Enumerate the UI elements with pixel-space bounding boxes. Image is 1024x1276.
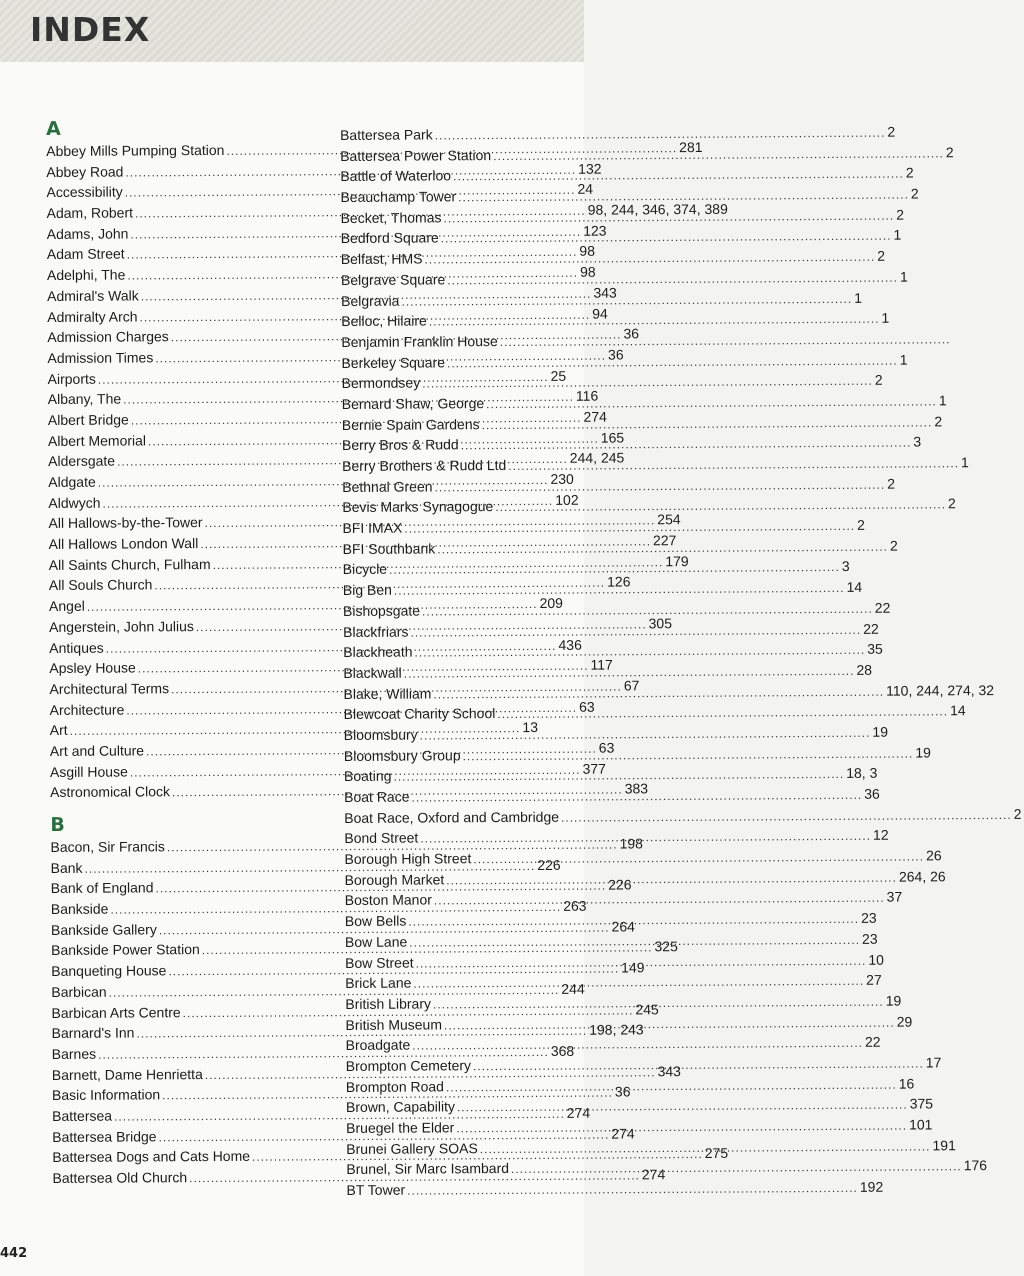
index-term: Belloc, Hilaire [341, 312, 427, 330]
index-term: Airports [47, 370, 96, 387]
index-page-numbers: 192 [859, 1178, 884, 1195]
index-term: Battersea Power Station [340, 146, 492, 164]
index-page-numbers: 275 [704, 1145, 729, 1162]
index-page-numbers: 2 [905, 164, 914, 181]
index-page-numbers: 14 [950, 702, 966, 719]
index-term: Banqueting House [51, 962, 167, 980]
index-term: Bedford Square [340, 229, 439, 247]
dot-leader [482, 412, 933, 435]
index-term: Abbey Road [46, 163, 124, 180]
index-page-numbers: 343 [593, 284, 617, 301]
dot-leader [446, 867, 897, 890]
index-page-numbers: 2 [947, 495, 956, 512]
index-term: Blackfriars [343, 623, 409, 640]
index-page-numbers: 2 [1013, 805, 1022, 822]
index-page-numbers: 165 [600, 429, 625, 446]
index-page-numbers: 13 [522, 719, 539, 736]
dot-leader [458, 185, 909, 208]
index-term: Borough Market [344, 871, 445, 888]
index-term: Bond Street [344, 829, 419, 847]
index-page-numbers: 227 [652, 532, 677, 549]
index-term: Benjamin Franklin House [341, 332, 498, 350]
index-page-numbers: 67 [623, 677, 640, 694]
index-page-numbers: 36 [614, 1083, 631, 1100]
index-term: Architectural Terms [49, 680, 170, 697]
index-term: Bacon, Sir Francis [50, 838, 165, 855]
dot-leader [480, 1136, 931, 1159]
index-entry [345, 1095, 934, 1118]
index-page-numbers: 16 [898, 1075, 915, 1092]
index-term: Barbican Arts Centre [51, 1003, 181, 1021]
dot-leader [389, 557, 840, 580]
index-term: Belfast, HMS [340, 250, 423, 268]
index-page-numbers: 19 [915, 744, 931, 761]
index-term: Albany, The [47, 390, 122, 408]
index-page-numbers: 26 [926, 847, 942, 864]
index-page-numbers: 1 [899, 268, 908, 285]
dot-leader [447, 267, 898, 290]
index-term: Battersea Park [340, 126, 433, 143]
index-page-numbers: 230 [550, 470, 574, 487]
index-entry [340, 164, 914, 187]
index-page-numbers: 377 [582, 760, 606, 777]
index-term: Borough High Street [344, 850, 472, 868]
index-term: Barnes [51, 1045, 97, 1062]
index-page-numbers: 274 [566, 1104, 591, 1121]
index-entry [341, 392, 947, 414]
dot-leader [444, 1012, 895, 1035]
dot-leader [495, 495, 946, 518]
index-page-numbers: 263 [563, 897, 587, 914]
page-number: 442 [0, 1246, 28, 1261]
dot-leader [422, 599, 873, 622]
index-entry [341, 412, 943, 435]
index-page-numbers: 244 [561, 980, 585, 997]
index-page-numbers: 2 [934, 412, 943, 429]
index-page-numbers: 29 [896, 1013, 913, 1030]
index-term: Accessibility [46, 183, 123, 201]
index-term: Boston Manor [344, 891, 432, 909]
dot-leader [410, 619, 861, 642]
index-page-numbers: 2 [896, 206, 905, 223]
index-entry [343, 702, 966, 725]
index-entry [340, 268, 908, 290]
dot-leader [443, 205, 894, 228]
index-page-numbers: 36 [607, 346, 624, 363]
index-term: Adam Street [46, 245, 125, 263]
index-term: Art [49, 722, 68, 739]
index-term: Antiques [49, 639, 104, 656]
index-page-numbers: 1 [960, 454, 969, 471]
dot-leader [413, 971, 864, 994]
dot-leader [433, 992, 884, 1015]
index-term: Boating [343, 768, 392, 785]
index-entry [343, 640, 883, 663]
index-entry [343, 765, 878, 787]
index-term: Aldwych [48, 494, 101, 511]
index-page-numbers: 1 [899, 351, 908, 368]
index-page-numbers: 274 [611, 1125, 635, 1142]
dot-leader [394, 578, 845, 601]
index-entry [340, 247, 886, 270]
index-term: Berry Bros & Rudd [341, 436, 459, 454]
index-term: Battersea Dogs and Cats Home [52, 1148, 251, 1166]
dot-leader [420, 826, 871, 849]
dot-leader [424, 247, 875, 270]
index-page-numbers: 18, 3 [846, 765, 878, 782]
index-page-numbers: 1 [881, 309, 890, 326]
dot-leader [486, 391, 937, 414]
dot-leader [404, 516, 855, 539]
index-page-numbers: 36 [864, 785, 880, 802]
index-page-numbers: 117 [590, 656, 613, 673]
index-term: Belgrave Square [340, 271, 446, 288]
index-term: Beauchamp Tower [340, 188, 457, 206]
index-term: British Museum [345, 1015, 443, 1033]
index-page-numbers: 1 [938, 392, 947, 409]
index-page-numbers: 179 [665, 552, 689, 569]
dot-leader [420, 723, 871, 746]
index-term: Brunei Gallery SOAS [346, 1139, 478, 1157]
dot-leader [493, 143, 944, 166]
index-entry [342, 495, 956, 518]
dot-leader [393, 764, 844, 787]
index-page-numbers: 2 [889, 537, 898, 554]
index-term: Bicycle [342, 561, 388, 578]
index-page-numbers: 1 [854, 289, 863, 306]
index-term: Blewcoat Charity School [343, 705, 496, 723]
index-page-numbers: 436 [558, 636, 582, 653]
dot-leader [434, 888, 885, 911]
dot-leader [511, 1157, 962, 1180]
index-term: Battle of Waterloo [340, 167, 452, 185]
index-term: Battersea [52, 1107, 113, 1124]
index-term: Berry Brothers & Rudd Ltd [342, 456, 507, 474]
index-page-numbers: 244, 245 [569, 449, 625, 467]
dot-leader [429, 309, 880, 332]
index-page-numbers: 2 [910, 185, 919, 202]
index-term: Abbey Mills Pumping Station [46, 141, 225, 159]
section-letter: B [50, 813, 65, 836]
dot-leader [441, 226, 892, 249]
index-page-numbers: 375 [909, 1095, 934, 1112]
index-entry [344, 847, 942, 869]
index-term: Bevis Marks Synagogue [342, 498, 494, 516]
dot-leader [457, 1095, 908, 1118]
index-term: Astronomical Clock [50, 783, 171, 801]
index-term: Blackwall [343, 664, 402, 681]
index-page-numbers: 281 [679, 138, 703, 156]
index-page-numbers: 2 [887, 475, 896, 492]
index-page-numbers: 325 [654, 938, 678, 955]
index-page-numbers: 198, 243 [589, 1021, 644, 1038]
index-page-numbers: 63 [579, 698, 595, 715]
index-term: Barbican [51, 983, 107, 1000]
index-page-numbers: 245 [635, 1000, 659, 1017]
index-term: British Library [345, 995, 432, 1012]
dot-leader [461, 433, 912, 456]
index-page-numbers: 12 [872, 827, 889, 844]
index-page-numbers: 98 [579, 243, 596, 260]
index-page-numbers: 264, 26 [898, 868, 946, 885]
index-page-numbers: 254 [657, 511, 681, 528]
index-page-numbers: 110, 244, 274, 32 [886, 681, 995, 699]
index-term: Bankside Power Station [51, 941, 200, 959]
index-term: Bank of England [50, 879, 154, 897]
index-page-numbers: 274 [583, 408, 607, 425]
index-term: Battersea Bridge [52, 1127, 157, 1145]
dot-leader [453, 164, 904, 187]
index-term: Becket, Thomas [340, 209, 442, 226]
index-page-numbers: 2 [887, 123, 896, 140]
index-term: Bishopsgate [342, 602, 421, 619]
index-page-numbers: 126 [607, 573, 631, 591]
index-page-numbers: 116 [575, 387, 599, 405]
index-page-numbers: 123 [583, 222, 607, 239]
index-page-numbers: 35 [867, 640, 883, 657]
index-term: Apsley House [49, 659, 136, 677]
index-entry [340, 123, 896, 145]
index-page-numbers: 28 [856, 661, 873, 678]
index-page-numbers: 23 [861, 909, 877, 926]
index-term: Big Ben [342, 581, 392, 599]
index-page-numbers: 25 [550, 367, 567, 384]
index-entry [341, 330, 601, 352]
dot-leader [433, 681, 884, 704]
index-term: BFI IMAX [342, 519, 403, 537]
index-page-numbers: 19 [872, 723, 888, 740]
dot-leader [416, 950, 867, 973]
index-term: Bernie Spain Gardens [341, 415, 480, 433]
index-term: Admission Times [47, 349, 154, 366]
index-term: Albert Memorial [47, 432, 147, 449]
index-term: Bloomsbury [343, 726, 418, 743]
index-term: All Souls Church [48, 576, 153, 594]
dot-leader [435, 123, 886, 146]
index-page-numbers: 36 [623, 325, 640, 342]
index-term: Brompton Cemetery [345, 1057, 472, 1074]
index-term: Blake, William [343, 685, 432, 702]
index-term: Brown, Capability [345, 1098, 455, 1116]
index-entry [343, 723, 888, 745]
dot-leader [561, 805, 1012, 828]
index-page-numbers: 27 [866, 971, 882, 988]
index-term: Brunel, Sir Marc Isambard [346, 1160, 510, 1178]
index-page-numbers: 226 [608, 876, 632, 893]
index-page-numbers: 2 [857, 516, 865, 533]
index-term: Adams, John [46, 225, 129, 242]
dot-leader [422, 371, 873, 394]
index-page-numbers: 17 [925, 1054, 942, 1071]
dot-leader [404, 661, 855, 684]
page-header [0, 0, 584, 62]
index-term: Basic Information [51, 1086, 161, 1104]
index-term: Aldersgate [48, 452, 116, 470]
dot-leader [456, 1116, 907, 1139]
index-term: Blackheath [343, 643, 413, 661]
index-page-numbers: 22 [864, 1033, 881, 1051]
index-page-numbers: 226 [537, 856, 561, 873]
index-entry [345, 971, 882, 994]
index-term: Barnard's Inn [51, 1024, 135, 1042]
index-entry [346, 1178, 884, 1200]
index-term: Bow Bells [344, 912, 407, 930]
dot-leader [434, 474, 885, 497]
index-page-numbers: 3 [841, 558, 850, 575]
index-term: Admiralty Arch [47, 307, 138, 325]
index-term: Bow Street [345, 954, 414, 971]
index-entry [340, 185, 919, 207]
dot-leader [411, 785, 862, 808]
index-term: Bruegel the Elder [346, 1119, 455, 1136]
index-page-numbers: 37 [886, 889, 903, 906]
index-term: Aldgate [48, 473, 96, 490]
index-page-numbers: 176 [963, 1157, 988, 1174]
dot-leader [407, 1178, 858, 1201]
index-term: Broadgate [345, 1036, 411, 1054]
dot-leader [412, 1033, 863, 1056]
index-page-numbers: 22 [863, 620, 879, 637]
index-page-numbers: 209 [539, 594, 563, 612]
dot-leader [414, 640, 865, 663]
index-page-numbers: 305 [648, 614, 673, 632]
index-entry [345, 1033, 881, 1056]
index-term: Adam, Robert [46, 204, 134, 222]
index-term: Architecture [49, 701, 125, 718]
index-term: Brompton Road [345, 1078, 444, 1095]
index-entry [340, 227, 902, 249]
index-page-numbers: 3 [913, 433, 922, 450]
dot-leader [408, 909, 859, 932]
dot-leader [437, 536, 888, 559]
index-term: Bloomsbury Group [343, 746, 461, 764]
index-term: BFI Southbank [342, 540, 436, 557]
index-term: All Hallows-by-the-Tower [48, 514, 203, 532]
index-term: Bow Lane [344, 933, 408, 950]
index-page-numbers: 94 [592, 305, 608, 322]
page-title: INDEX [30, 10, 151, 49]
index-page-numbers: 2 [945, 143, 954, 160]
index-page-numbers: 63 [598, 739, 615, 756]
index-term: BT Tower [346, 1181, 406, 1199]
index-page-numbers: 102 [555, 491, 579, 508]
index-entry [341, 371, 883, 394]
index-entry [344, 889, 903, 911]
index-page-numbers: 23 [861, 930, 878, 947]
index-term: Albert Bridge [47, 411, 129, 428]
index-page-numbers: 343 [657, 1062, 681, 1079]
index-page-numbers: 274 [641, 1166, 666, 1183]
index-term: Angel [48, 597, 85, 615]
index-term: Adelphi, The [46, 266, 126, 284]
index-page-numbers: 383 [624, 780, 649, 797]
dot-leader [447, 350, 898, 373]
index-term: Barnett, Dame Henrietta [51, 1065, 203, 1083]
index-page-numbers: 101 [908, 1116, 933, 1133]
index-term: Belgravia [341, 292, 400, 309]
index-term: All Hallows London Wall [48, 535, 199, 553]
index-term: Boat Race, Oxford and Cambridge [344, 808, 560, 826]
index-term: Bank [50, 859, 83, 876]
index-entry [344, 805, 1022, 828]
index-page-numbers: 98 [580, 263, 596, 280]
index-term: Bankside [50, 900, 109, 918]
dot-leader [473, 1053, 924, 1076]
index-term: Bernard Shaw, George [341, 395, 485, 412]
index-page-numbers: 149 [621, 959, 645, 976]
index-term: Angerstein, John Julius [49, 617, 194, 635]
index-term: Boat Race [344, 788, 410, 805]
index-page-numbers: 10 [868, 951, 884, 968]
index-page-numbers: 368 [550, 1042, 575, 1059]
index-page-numbers: 98, 244, 346, 374, 389 [587, 200, 728, 218]
index-page-numbers: 2 [874, 371, 883, 388]
index-term: All Saints Church, Fulham [48, 555, 211, 573]
index-page-numbers: 198 [619, 835, 643, 852]
index-term: Art and Culture [49, 742, 145, 759]
index-term: Admiral's Walk [47, 287, 139, 304]
index-entry [342, 475, 896, 497]
index-page-numbers: 14 [846, 578, 863, 596]
index-page-numbers: 132 [578, 160, 602, 177]
dot-leader [446, 1074, 897, 1097]
index-term: Bethnal Green [342, 478, 433, 495]
index-entry [342, 599, 891, 621]
index-page-numbers: 22 [874, 599, 891, 616]
index-term: Brick Lane [345, 974, 412, 992]
index-page-numbers: 191 [932, 1136, 956, 1154]
dot-leader [473, 847, 924, 870]
index-page-numbers: 264 [611, 918, 635, 935]
index-term: Berkeley Square [341, 353, 446, 371]
index-term: Admission Charges [47, 328, 169, 346]
dot-leader [409, 930, 860, 953]
index-term: Bermondsey [341, 374, 421, 392]
index-page-numbers: 2 [877, 247, 886, 264]
index-page-numbers: 1 [893, 227, 902, 244]
index-term: Bankside Gallery [50, 921, 157, 938]
index-term: Asgill House [49, 763, 128, 780]
section-letter: A [46, 117, 61, 140]
index-term: Battersea Old Church [52, 1169, 188, 1186]
dot-leader [401, 288, 852, 311]
index-page-numbers: 19 [885, 992, 902, 1009]
index-page-numbers: 24 [577, 181, 594, 198]
dot-leader [500, 329, 951, 352]
